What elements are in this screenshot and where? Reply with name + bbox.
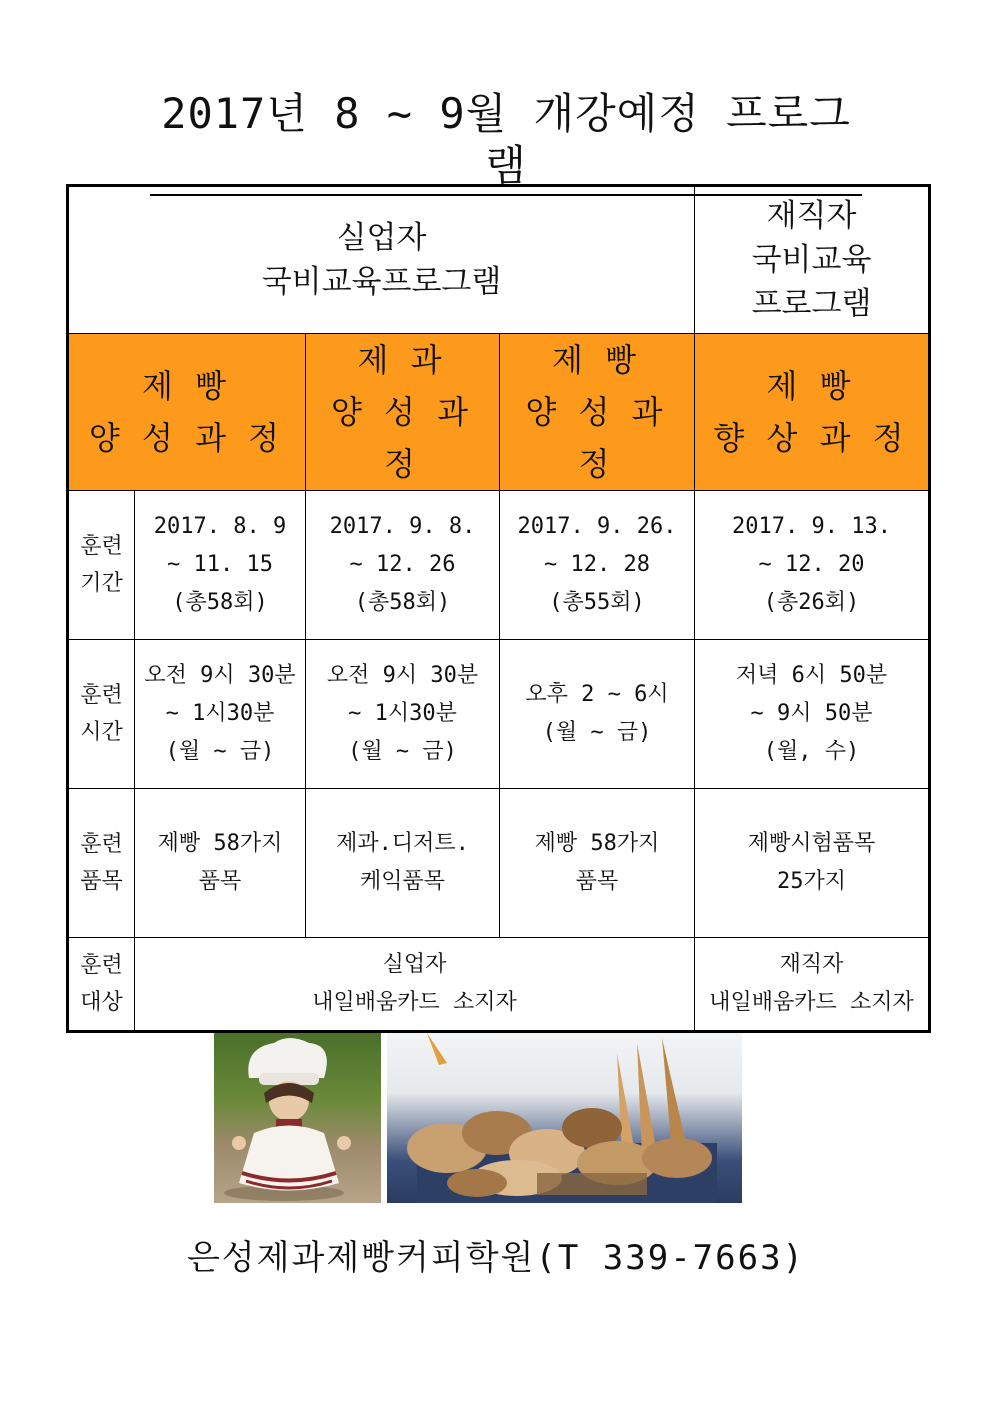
bread-basket-image — [387, 1033, 742, 1203]
chef-figurine-illustration — [214, 1033, 381, 1203]
period-cell: 2017. 9. 26. ~ 12. 28 (총55회) — [500, 491, 695, 640]
items-cell: 제빵시험품목 25가지 — [695, 789, 930, 938]
time-cell: 저녁 6시 50분 ~ 9시 50분 (월, 수) — [695, 640, 930, 789]
row-label-items: 훈련 품목 — [68, 789, 135, 938]
time-cell: 오전 9시 30분 ~ 1시30분 (월 ~ 금) — [306, 640, 500, 789]
row-label-time: 훈련 시간 — [68, 640, 135, 789]
row-label-target: 훈련 대상 — [68, 938, 135, 1032]
period-cell: 2017. 9. 8. ~ 12. 26 (총58회) — [306, 491, 500, 640]
training-items-row — [68, 789, 930, 938]
schedule-table — [66, 184, 931, 1033]
course-bakery-advanced: 제 빵 향 상 과 정 — [695, 334, 930, 491]
time-cell: 오후 2 ~ 6시 (월 ~ 금) — [500, 640, 695, 789]
unemployed-program-header: 실업자 국비교육프로그램 — [68, 186, 695, 334]
program-header-row — [68, 186, 930, 334]
training-period-row — [68, 491, 930, 640]
course-bakery-training-1: 제 빵 양 성 과 정 — [68, 334, 306, 491]
period-cell: 2017. 9. 13. ~ 12. 20 (총26회) — [695, 491, 930, 640]
course-name-row — [68, 334, 930, 491]
period-cell: 2017. 8. 9 ~ 11. 15 (총58회) — [135, 491, 306, 640]
items-cell: 제빵 58가지 품목 — [135, 789, 306, 938]
course-bakery-training-2: 제 빵 양 성 과 정 — [500, 334, 695, 491]
target-unemployed-cell: 실업자 내일배움카드 소지자 — [135, 938, 695, 1032]
bread-basket-illustration — [387, 1033, 742, 1203]
academy-footer: 은성제과제빵커피학원(T 339-7663) — [186, 1238, 806, 1278]
training-time-row — [68, 640, 930, 789]
photo-strip — [214, 1033, 742, 1203]
training-target-row — [68, 938, 930, 1032]
time-cell: 오전 9시 30분 ~ 1시30분 (월 ~ 금) — [135, 640, 306, 789]
employed-program-header: 재직자 국비교육 프로그램 — [695, 186, 930, 334]
target-employed-cell: 재직자 내일배움카드 소지자 — [695, 938, 930, 1032]
row-label-period: 훈련 기간 — [68, 491, 135, 640]
course-confectionery-training: 제 과 양 성 과 정 — [306, 334, 500, 491]
items-cell: 제빵 58가지 품목 — [500, 789, 695, 938]
chef-figurine-image — [214, 1033, 381, 1203]
page-title: 2017년 8 ~ 9월 개강예정 프로그램 — [150, 88, 862, 196]
items-cell: 제과.디저트. 케익품목 — [306, 789, 500, 938]
